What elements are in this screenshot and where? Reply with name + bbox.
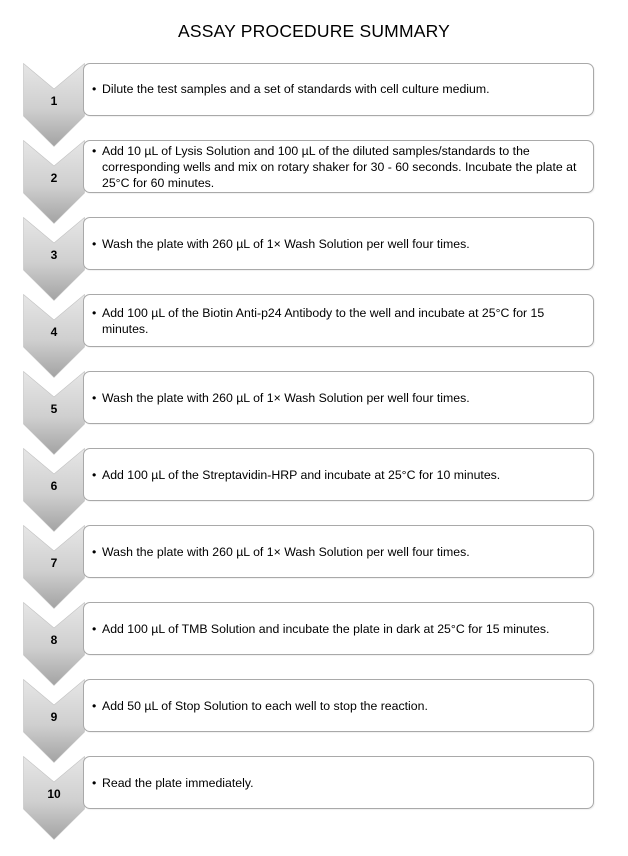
step-number: 10 [47,787,61,801]
step-text [92,544,587,560]
step-number: 2 [50,171,58,185]
step-box [83,679,594,732]
bullet-icon: • [92,82,97,96]
step-text-content: Wash the plate with 260 µL of 1× Wash Solution per well four times. [102,545,470,559]
step-number: 6 [50,479,58,493]
step-9 [0,679,628,756]
step-10 [0,756,628,833]
step-text-content: Add 10 µL of Lysis Solution and 100 µL of the diluted samples/standards to the corresponding wells and mix on rotary shaker for 30 - 60 seconds. Incubate the plate at 25°C for 60 minutes. [102,144,577,190]
step-text [92,143,587,191]
step-box [83,525,594,578]
step-text-content: Wash the plate with 260 µL of 1× Wash Solution per well four times. [102,237,470,251]
bullet-icon: • [92,237,97,251]
step-3 [0,217,628,294]
step-number: 5 [50,402,58,416]
step-box [83,448,594,501]
bullet-icon: • [92,144,97,158]
bullet-icon: • [92,306,97,320]
step-text-content: Wash the plate with 260 µL of 1× Wash Solution per well four times. [102,391,470,405]
page-title: ASSAY PROCEDURE SUMMARY [177,21,451,41]
step-1 [0,63,628,140]
step-text-content: Add 100 µL of the Streptavidin-HRP and incubate at 25°C for 10 minutes. [102,468,501,482]
step-text [92,236,587,252]
bullet-icon: • [92,391,97,405]
step-text-content: Read the plate immediately. [102,776,254,790]
step-box [83,217,594,270]
step-box [83,294,594,347]
bullet-icon: • [92,699,97,713]
step-box [83,756,594,809]
bullet-icon: • [92,622,97,636]
step-text [92,621,591,637]
step-text-content: Add 100 µL of the Biotin Anti-p24 Antibody to the well and incubate at 25°C for 15 minutes. [102,306,545,336]
step-text-content: Add 50 µL of Stop Solution to each well to stop the reaction. [102,699,428,713]
step-text-content: Add 100 µL of TMB Solution and incubate the plate in dark at 25°C for 15 minutes. [102,622,550,636]
step-text [92,81,587,97]
step-number: 9 [50,710,58,724]
bullet-icon: • [92,545,97,559]
step-6 [0,448,628,525]
step-8 [0,602,628,679]
bullet-icon: • [92,468,97,482]
step-text [92,775,587,791]
step-text-content: Dilute the test samples and a set of standards with cell culture medium. [102,82,490,96]
step-box [83,140,594,193]
step-number: 3 [50,248,58,262]
step-text [92,305,587,337]
step-4 [0,294,628,371]
step-number: 4 [50,325,58,339]
step-box [83,371,594,424]
step-number: 8 [50,633,58,647]
step-box [83,63,594,116]
step-number: 7 [50,556,58,570]
step-2 [0,140,628,217]
step-text [92,467,587,483]
bullet-icon: • [92,776,97,790]
step-number: 1 [50,94,58,108]
step-text [92,390,587,406]
step-box [83,602,594,655]
step-text [92,698,587,714]
step-5 [0,371,628,448]
step-7 [0,525,628,602]
